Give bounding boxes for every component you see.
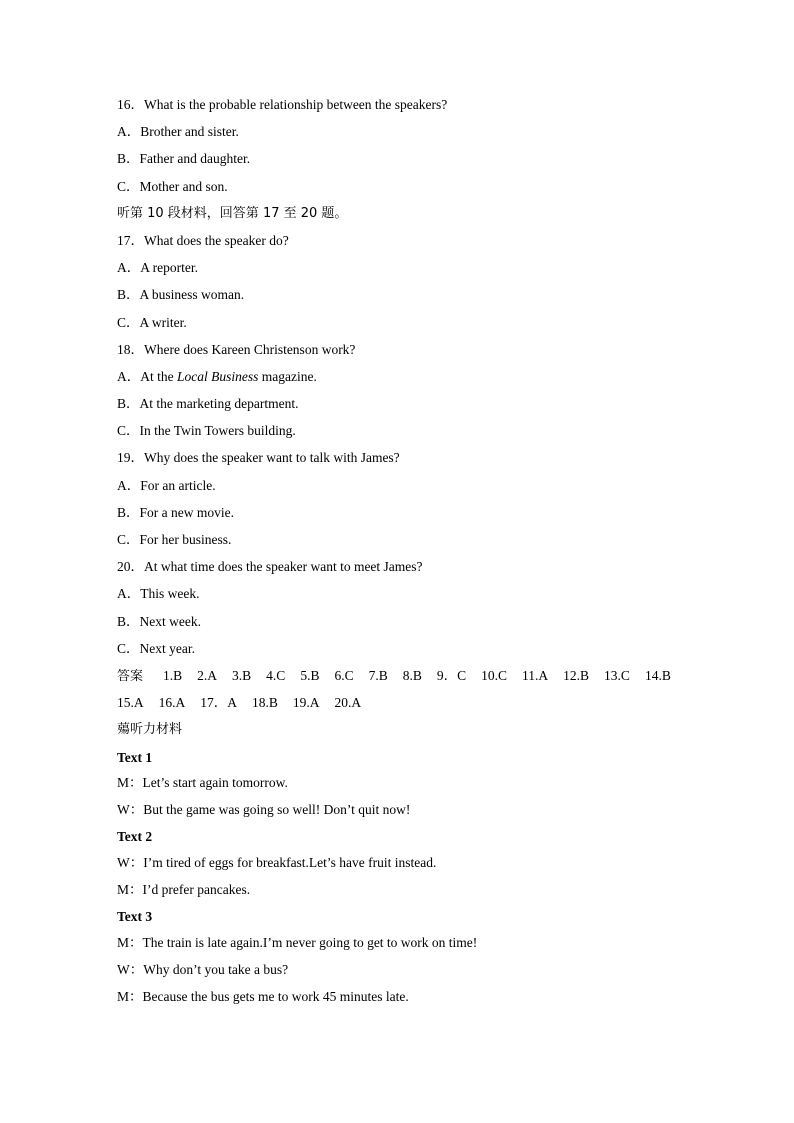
answer-item: 14.B [644, 667, 671, 683]
speaker-label: M： [117, 775, 143, 791]
answer-item: 13.C [604, 667, 630, 683]
option-16a [117, 120, 717, 147]
option-letter: C． [117, 423, 140, 439]
question-17 [117, 229, 717, 256]
option-20a [117, 582, 717, 609]
option-19a [117, 474, 717, 501]
answer-item: 8.B [402, 667, 422, 683]
option-letter: C． [117, 178, 140, 194]
dialogue-text: Because the bus gets me to work 45 minutes late. [142, 989, 409, 1005]
option-18c [117, 419, 717, 446]
option-19b [117, 501, 717, 528]
option-letter: C． [117, 532, 140, 547]
question-18 [117, 338, 717, 365]
dialogue-text: I’m tired of eggs for breakfast.Let’s have fruit instead. [143, 855, 437, 871]
option-letter: A． [117, 586, 141, 602]
question-number: 19． [117, 450, 144, 466]
answer-item: 12.B [563, 667, 590, 683]
transcript-heading: 薚听力材料 [117, 722, 183, 738]
option-20b [117, 610, 717, 637]
speaker-label: W： [117, 962, 144, 978]
answer-item: 10.C [481, 667, 508, 683]
speaker-label: M： [117, 989, 143, 1005]
dialogue-line [117, 985, 717, 1012]
dialogue-line [117, 851, 717, 878]
option-text: Next week. [139, 613, 201, 629]
answer-key-label: 答案 [117, 668, 144, 684]
answer-item: 16.A [158, 695, 186, 711]
answer-item: 6.C [334, 667, 354, 683]
option-letter: A． [117, 368, 141, 384]
option-letter: A． [117, 124, 141, 140]
option-17b [117, 283, 717, 310]
question-text: What does the speaker do? [144, 232, 289, 248]
question-text: At what time does the speaker want to meet James? [144, 559, 423, 575]
answer-item: 15.A [117, 695, 144, 711]
answer-item: 19.A [292, 695, 320, 711]
option-letter: B． [117, 504, 140, 520]
option-letter: A． [117, 477, 141, 493]
dialogue-text: But the game was going so well! Don’t quit now! [143, 802, 411, 818]
speaker-label: W： [117, 855, 144, 871]
option-17c [117, 311, 717, 338]
option-text: This week. [140, 586, 200, 602]
dialogue-line [117, 771, 717, 798]
question-number: 20． [117, 559, 144, 575]
answer-item: 11.A [522, 667, 549, 683]
answer-item: 18.B [252, 695, 278, 711]
option-letter: A． [117, 260, 141, 276]
answer-item: 20.A [334, 695, 362, 711]
option-letter: B． [117, 396, 140, 412]
option-text-after: magazine. [258, 368, 317, 384]
option-16b [117, 147, 717, 174]
dialogue-line [117, 931, 717, 958]
option-18a [117, 365, 717, 392]
option-letter: B． [117, 287, 140, 303]
option-text: Father and daughter. [139, 151, 251, 167]
option-19c [117, 528, 717, 555]
question-number: 17． [117, 232, 144, 248]
question-text: Where does Kareen Christenson work? [144, 341, 356, 357]
question-number: 16． [117, 97, 144, 112]
dialogue-line [117, 958, 717, 985]
option-text: A writer. [139, 314, 187, 330]
answer-item: 17．A [200, 695, 237, 711]
option-text: A business woman. [139, 287, 245, 303]
option-letter: B． [117, 613, 140, 629]
answer-item: 5.B [300, 667, 320, 683]
option-18b [117, 392, 717, 419]
option-text: Brother and sister. [140, 124, 239, 140]
option-text: A reporter. [140, 260, 198, 276]
question-text: Why does the speaker want to talk with James? [144, 450, 400, 466]
dialogue-line [117, 798, 717, 825]
dialogue-text: Let’s start again tomorrow. [142, 775, 288, 791]
option-letter: B． [117, 151, 140, 167]
dialogue-text: The train is late again.I’m never going to get to work on time! [142, 935, 478, 951]
option-text: For an article. [140, 477, 216, 493]
answer-key-row-2 [117, 691, 717, 718]
text-3-title: Text 3 [117, 909, 153, 925]
speaker-label: M： [117, 935, 143, 951]
option-text: For a new movie. [139, 504, 234, 520]
dialogue-text: I’d prefer pancakes. [142, 882, 251, 898]
speaker-label: M： [117, 882, 143, 898]
text-2-title: Text 2 [117, 829, 153, 845]
dialogue-line [117, 878, 717, 905]
answer-item: 3.B [232, 667, 252, 683]
answer-item: 2.A [197, 667, 218, 683]
option-text-before: At the [140, 368, 177, 384]
text-1-title: Text 1 [117, 749, 153, 765]
option-text: In the Twin Towers building. [139, 423, 296, 439]
section-instruction: 听第 10 段材料，回答第 17 至 20 题。 [117, 205, 348, 221]
option-letter: C． [117, 640, 140, 656]
question-20 [117, 555, 717, 582]
option-text: Next year. [139, 640, 195, 656]
option-16c [117, 175, 717, 202]
answer-item: 1.B [163, 667, 183, 683]
option-letter: C． [117, 314, 140, 330]
option-text: Mother and son. [139, 178, 228, 194]
option-text: At the marketing department. [139, 396, 299, 412]
answer-item: 7.B [368, 667, 388, 683]
magazine-title: Local Business [177, 368, 259, 384]
answer-item: 4.C [266, 667, 286, 683]
question-19 [117, 446, 717, 473]
option-17a [117, 256, 717, 283]
question-number: 18． [117, 341, 144, 357]
question-16 [117, 93, 717, 120]
answer-item: 9．C [436, 667, 467, 683]
option-text: For her business. [139, 532, 232, 547]
speaker-label: W： [117, 802, 144, 818]
dialogue-text: Why don’t you take a bus? [143, 962, 289, 978]
answer-key-row-1 [117, 664, 717, 691]
page-content [117, 93, 717, 1013]
option-20c [117, 637, 717, 664]
question-text: What is the probable relationship between the speakers? [144, 97, 448, 112]
